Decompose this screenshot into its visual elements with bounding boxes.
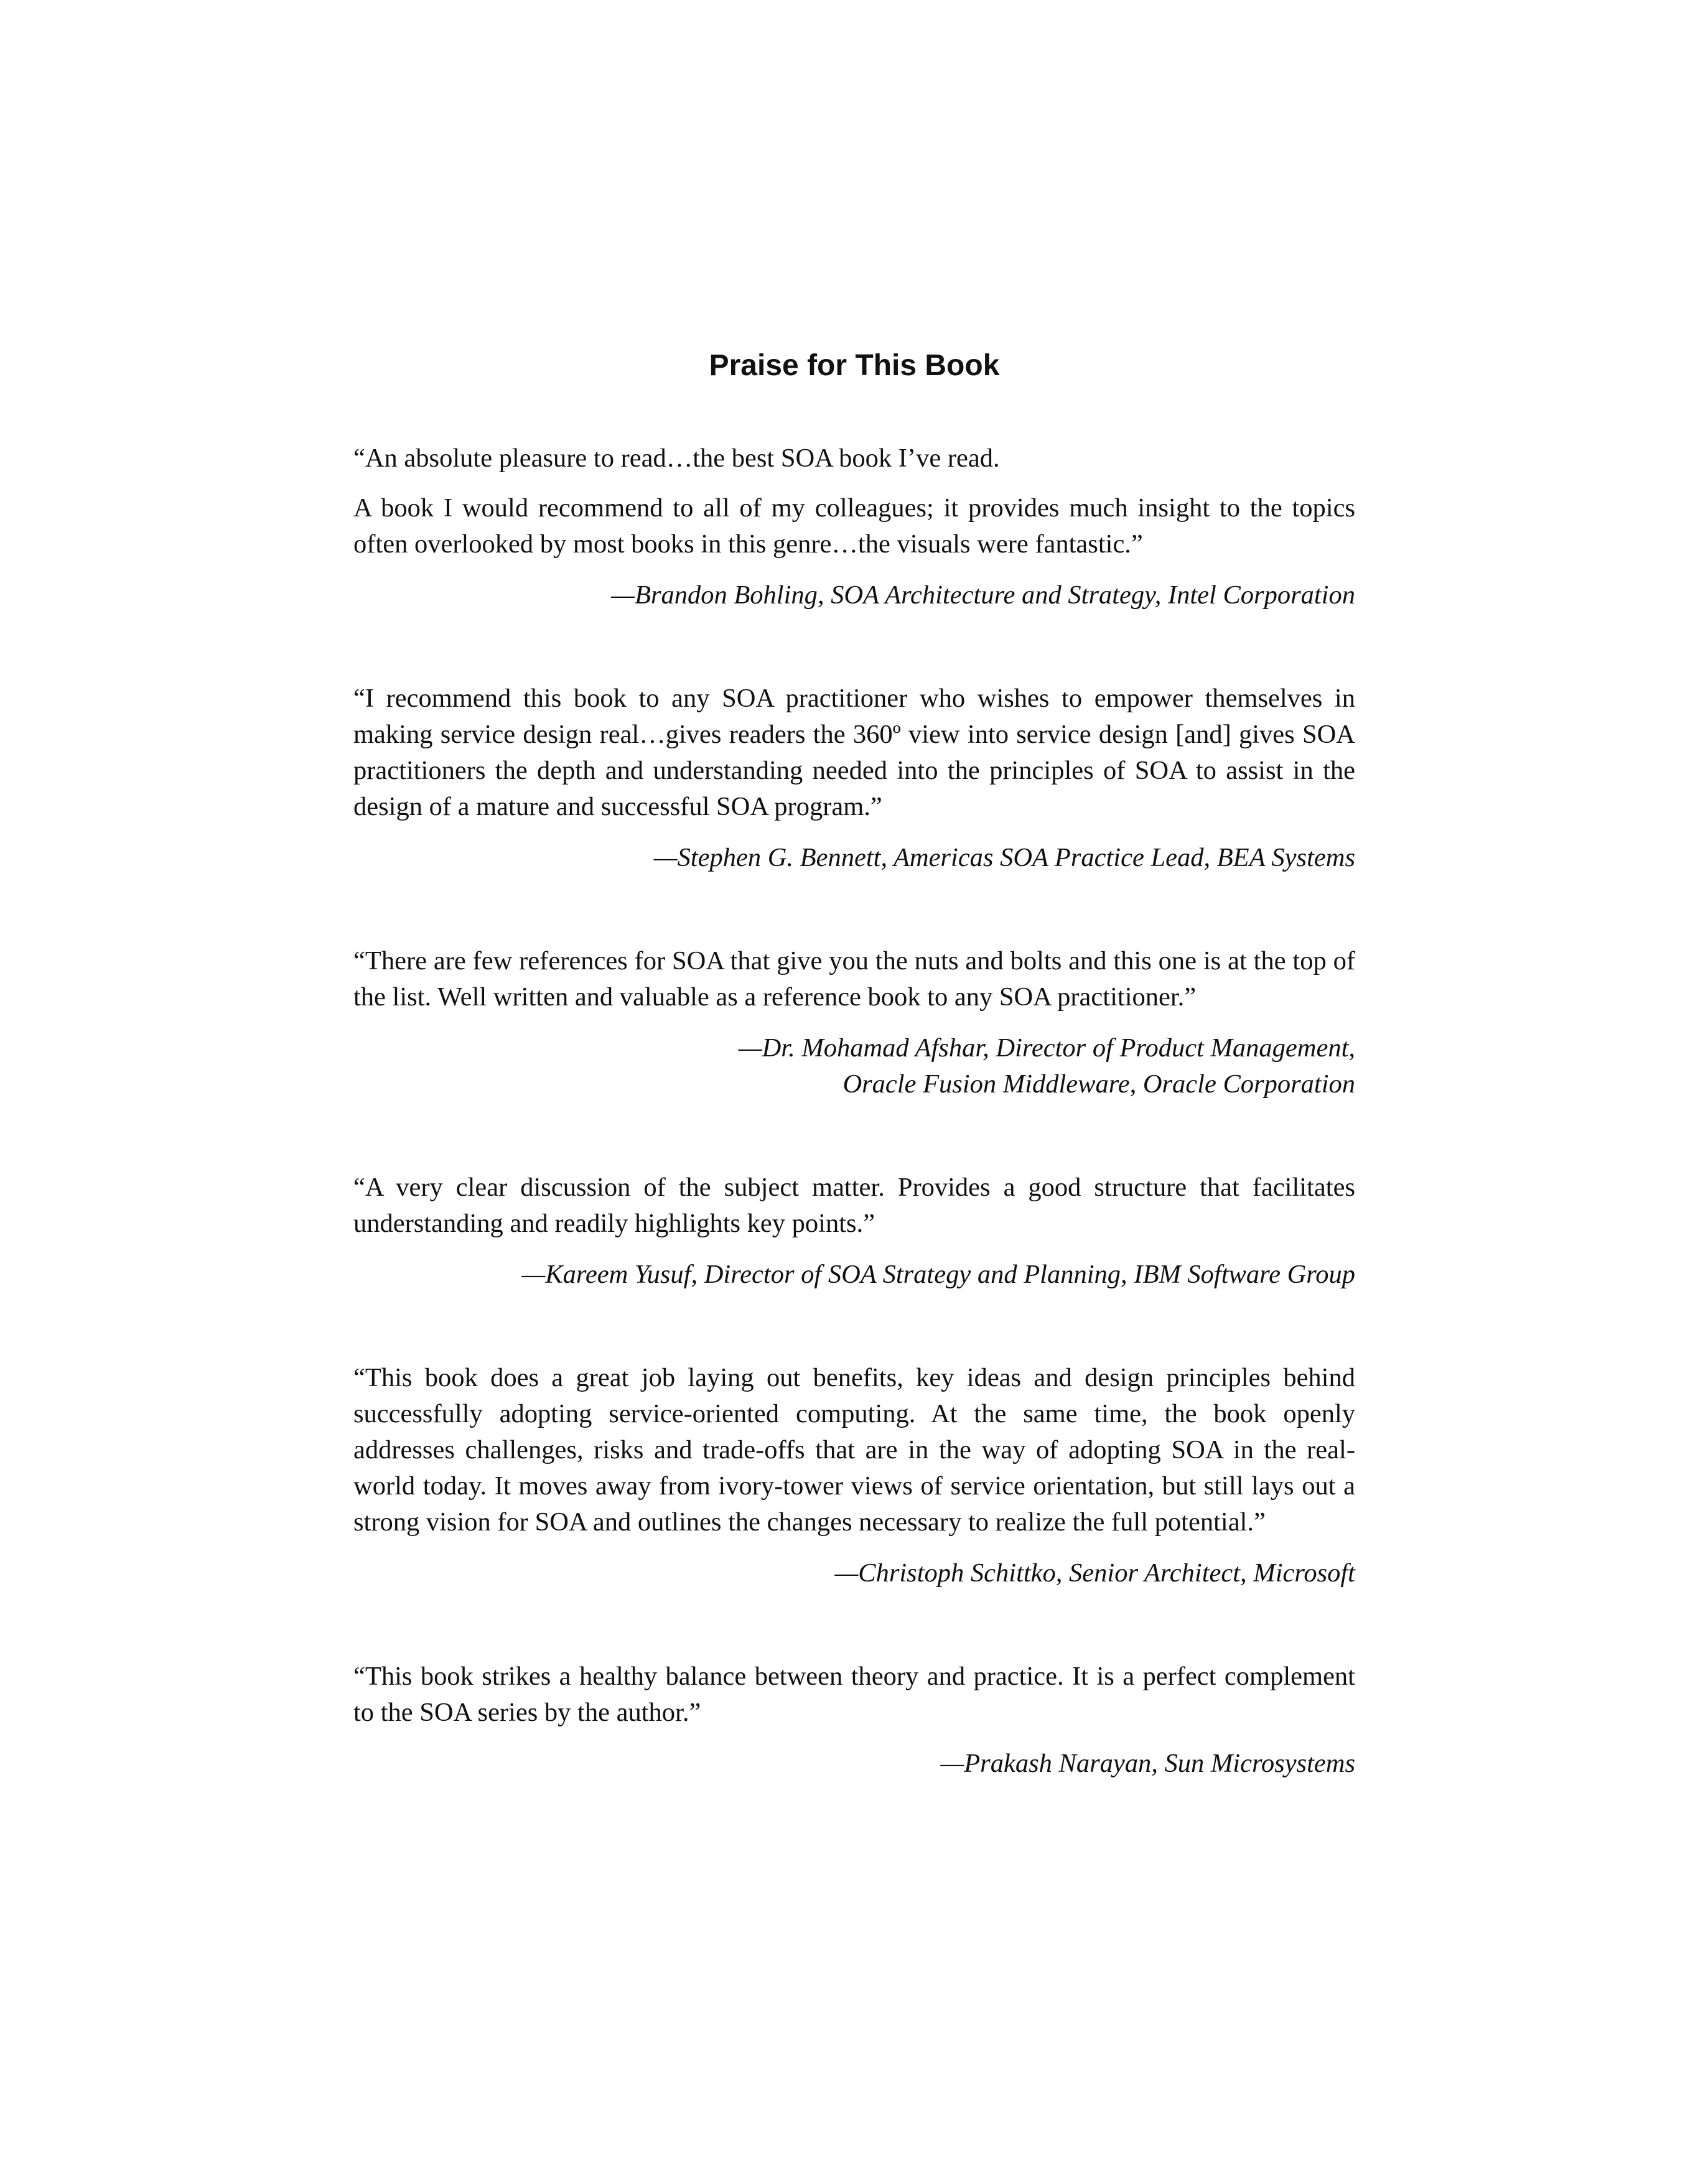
quote-paragraph: “A very clear discussion of the subject matter. Provides a good structure that facilitates understanding and readily highlights key points.” [353,1173,1355,1238]
attribution-line: —Stephen G. Bennett, Americas SOA Practice Lead, BEA Systems [653,843,1355,872]
praise-quote [353,1170,1355,1293]
quote-paragraph: “I recommend this book to any SOA practitioner who wishes to empower themselves in making service design real…gives readers the 360º view into service design [and] gives SOA practitioners the depth and understanding needed into the principles of SOA to assist in the design of a mature and successful SOA program.” [353,684,1355,821]
page-title: Praise for This Book [709,349,1000,382]
quote-attribution [353,577,1355,613]
attribution-line: —Prakash Narayan, Sun Microsystems [940,1749,1355,1778]
praise-quote [353,1659,1355,1782]
attribution-line: —Dr. Mohamad Afshar, Director of Product Management, [738,1033,1355,1063]
attribution-line: —Kareem Yusuf, Director of SOA Strategy and Planning, IBM Software Group [521,1260,1355,1289]
quote-attribution [353,1030,1355,1102]
quote-attribution [353,1257,1355,1293]
praise-quote [353,1360,1355,1591]
quote-paragraph: A book I would recommend to all of my colleagues; it provides much insight to the topics often overlooked by most books in this genre…the visuals were fantastic.” [353,493,1355,559]
quote-attribution [353,1746,1355,1782]
attribution-line: —Christoph Schittko, Senior Architect, Microsoft [834,1558,1355,1588]
praise-quote [353,440,1355,613]
quote-attribution [353,840,1355,876]
quote-paragraph: “An absolute pleasure to read…the best SOA book I’ve read. [353,444,1000,473]
quote-attribution [353,1555,1355,1591]
quote-paragraph: “There are few references for SOA that give you the nuts and bolts and this one is at the top of the list. Well written and valuable as a reference book to any SOA practitioner.” [353,946,1355,1012]
quote-paragraph: “This book strikes a healthy balance between theory and practice. It is a perfect complement to the SOA series by the author.” [353,1662,1355,1727]
praise-quote [353,681,1355,876]
quote-paragraph: “This book does a great job laying out benefits, key ideas and design principles behind successfully adopting service-oriented computing. At the same time, the book openly addresses challenges, risks and trade-offs that are in the way of adopting SOA in the real-world today. It moves away from ivory-tower views of service orientation, but still lays out a strong vision for SOA and outlines the changes necessary to realize the full potential.” [353,1363,1355,1537]
praise-quote [353,943,1355,1102]
attribution-line: Oracle Fusion Middleware, Oracle Corporation [842,1069,1355,1099]
praise-page [353,336,1355,1782]
attribution-line: —Brandon Bohling, SOA Architecture and Strategy, Intel Corporation [611,580,1355,610]
